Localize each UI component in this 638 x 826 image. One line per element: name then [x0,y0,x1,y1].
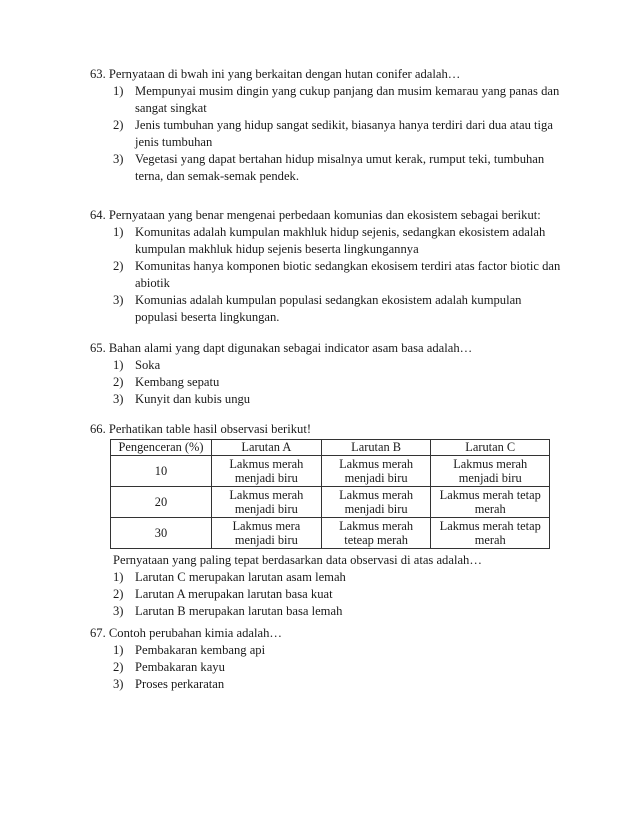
option-3 [90,151,570,185]
option-text: Vegetasi yang dapat bertahan hidup misalnya umut kerak, rumput teki, tumbuhan [135,152,545,166]
question-text: 67. Contoh perubahan kimia adalah… [90,626,283,640]
option-2 [90,586,570,603]
question-statement: Pernyataan yang paling tepat berdasarkan data observasi di atas adalah… [113,553,482,567]
option-number: 3) [113,392,124,406]
question-67 [90,625,570,693]
option-number: 1) [113,570,124,584]
option-text: populasi beserta lingkungan. [135,310,280,324]
cell-line: Lakmus merah tetap [439,487,541,502]
question-text: 66. Perhatikan table hasil observasi berikut! [90,422,312,436]
cell-line: merah [474,502,506,516]
option-text: sangat singkat [135,101,207,115]
question-63 [90,66,570,185]
column-header: Larutan C [431,440,550,456]
option-number: 1) [113,225,124,239]
option-1 [90,357,570,374]
table-cell [111,518,212,549]
cell-line: 20 [154,494,168,509]
option-text: Komunitas adalah kumpulan makhluk hidup sejenis, sedangkan ekosistem adalah [135,225,546,239]
table-cell [111,487,212,518]
cell-line: teteap merah [344,533,408,547]
option-3 [90,391,570,408]
table-cell [211,518,321,549]
option-text: Pembakaran kayu [135,660,225,674]
option-text: Larutan B merupakan larutan basa lemah [135,604,343,618]
cell-line: Lakmus merah [229,487,304,502]
option-3 [90,676,570,693]
option-text: Komunias adalah kumpulan populasi sedangkan ekosistem adalah kumpulan [135,293,522,307]
option-1 [90,83,570,117]
option-number: 1) [113,643,124,657]
option-number: 3) [113,152,124,166]
option-text: Komunitas hanya komponen biotic sedangkan ekosisem terdiri atas factor biotic dan [135,259,561,273]
question-65 [90,340,570,408]
table-cell [321,518,431,549]
option-number: 3) [113,293,124,307]
question-64 [90,207,570,326]
option-text: Proses perkaratan [135,677,225,691]
option-number: 3) [113,604,124,618]
table-cell [321,487,431,518]
option-1 [90,642,570,659]
option-1 [90,224,570,258]
table-cell [431,518,550,549]
cell-line: 10 [154,463,168,478]
table-cell [431,456,550,487]
option-number: 1) [113,358,124,372]
cell-line: menjadi biru [344,471,408,485]
cell-line: menjadi biru [234,502,298,516]
column-header: Larutan A [211,440,321,456]
option-number: 3) [113,677,124,691]
option-2 [90,117,570,151]
option-text: Larutan C merupakan larutan asam lemah [135,570,346,584]
option-text: Mempunyai musim dingin yang cukup panjang dan musim kemarau yang panas dan [135,84,560,98]
cell-line: menjadi biru [344,502,408,516]
option-3 [90,603,570,620]
cell-line: menjadi biru [234,533,298,547]
cell-line: Lakmus merah [339,456,414,471]
option-text: kumpulan makhluk hidup sejenis beserta lingkungannya [135,242,419,256]
column-header: Pengenceran (%) [111,440,212,456]
cell-line: Lakmus merah tetap [439,518,541,533]
table-row [111,487,550,518]
option-3 [90,292,570,326]
option-2 [90,374,570,391]
question-text: 64. Pernyataan yang benar mengenai perbedaan komunias dan ekosistem sebagai berikut: [90,208,541,222]
table-cell [431,487,550,518]
table-cell [211,456,321,487]
option-number: 2) [113,587,124,601]
option-number: 2) [113,118,124,132]
cell-line: Lakmus merah [339,487,414,502]
cell-line: Lakmus merah [229,456,304,471]
cell-line: Lakmus merah [339,518,414,533]
option-number: 2) [113,375,124,389]
option-number: 2) [113,259,124,273]
cell-line: menjadi biru [234,471,298,485]
observation-table [110,439,550,549]
option-2 [90,258,570,292]
question-66 [90,421,570,620]
table-header-row [111,440,550,456]
question-text: 63. Pernyataan di bwah ini yang berkaitan dengan hutan conifer adalah… [90,67,461,81]
cell-line: Lakmus mera [232,518,301,533]
option-text: jenis tumbuhan [135,135,213,149]
option-text: Kembang sepatu [135,375,220,389]
option-text: terna, dan semak-semak pendek. [135,169,300,183]
cell-line: Lakmus merah [453,456,528,471]
option-text: Kunyit dan kubis ungu [135,392,251,406]
question-text: 65. Bahan alami yang dapt digunakan sebagai indicator asam basa adalah… [90,341,473,355]
option-text: abiotik [135,276,170,290]
table-row [111,518,550,549]
option-text: Jenis tumbuhan yang hidup sangat sedikit, biasanya hanya terdiri dari dua atau tiga [135,118,553,132]
table-row [111,456,550,487]
option-2 [90,659,570,676]
option-number: 1) [113,84,124,98]
cell-line: merah [474,533,506,547]
option-number: 2) [113,660,124,674]
table-cell [111,456,212,487]
option-text: Soka [135,358,161,372]
cell-line: 30 [154,525,168,540]
cell-line: menjadi biru [458,471,522,485]
table-cell [321,456,431,487]
column-header: Larutan B [321,440,431,456]
table-cell [211,487,321,518]
option-text: Pembakaran kembang api [135,643,266,657]
option-1 [90,569,570,586]
option-text: Larutan A merupakan larutan basa kuat [135,587,333,601]
